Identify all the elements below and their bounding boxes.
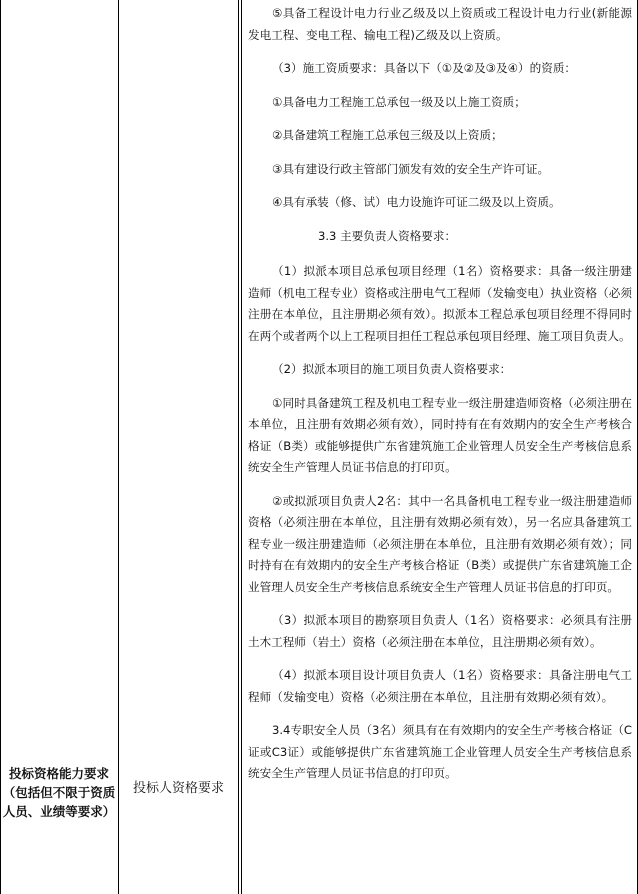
paragraph-construction-item-4: ④具有承装（修、试）电力设施许可证二级及以上资质。 (272, 195, 561, 209)
table-column-divider-2a (238, 0, 239, 894)
paragraph-design-lead: （4）拟派本项目设计项目负责人（1名）资格要求：具备注册电气工程师（发输变电）资格（必须注册在本单位，且注册有效期必须有效）。 (248, 668, 632, 704)
paragraph-construction-lead-option-2: ②或拟派项目负责人2名：其中一名具备机电工程专业一级注册建造师资格（必须注册在本单位，且注册有效期必须有效），另一名应具备建筑工程专业一级注册建造师（必须注册在本单位，且注册有效期必须有效）；同时持有在有效期内的安全生产考核合格证（B类）或提供广东省建筑施工企业管理人员安全生产考核信息系统安全生产管理人员证书信息的打印页。 (248, 493, 632, 594)
paragraph-project-manager: （1）拟派本项目总承包项目经理（1名）资格要求：具备一级注册建造师（机电工程专业）资格或注册电气工程师（发输变电）执业资格（必须注册在本单位，且注册期必须有效）。拟派本工程总承包项目经理不得同时在两个或者两个以上工程项目担任工程总承包项目经理、施工项目负责人。 (248, 264, 632, 343)
paragraph-construction-item-1: ①具备电力工程施工总承包一级及以上施工资质； (272, 94, 526, 109)
category-title: 投标资格能力要求 (8, 766, 109, 781)
section-heading-3-3: 3.3 主要负责人资格要求： (318, 228, 457, 243)
paragraph-construction-item-3: ③具有建设行政主管部门颁发有效的安全生产许可证。 (272, 161, 550, 176)
category-cell (2, 764, 116, 821)
table-column-divider-2b (241, 0, 242, 894)
requirement-content-cell (248, 3, 632, 785)
paragraph-construction-lead-heading: （2）拟派本项目的施工项目负责人资格要求： (272, 362, 512, 376)
table-column-divider-1 (118, 0, 119, 894)
paragraph-survey-lead: （3）拟派本项目的勘察项目负责人（1名）资格要求：必须具有注册土木工程师（岩土）资格（必须注册在本单位，且注册期必须有效）。 (248, 613, 632, 649)
paragraph-safety-staff: 3.4专职安全人员（3名）须具有在有效期内的安全生产考核合格证（C证或C3证）或能够提供广东省建筑施工企业管理人员安全生产考核信息系统安全生产管理人员证书信息的打印页。 (248, 723, 632, 780)
requirement-label-cell: 投标人资格要求 (132, 781, 224, 796)
paragraph-construction-qualification-heading: （3）施工资质要求：具备以下（①及②及③及④）的资质： (272, 61, 577, 75)
paragraph-construction-lead-option-1: ①同时具备建筑工程及机电工程专业一级注册建造师资格（必须注册在本单位，且注册有效期必须有效），同时持有在有效期内的安全生产考核合格证（B类）或能够提供广东省建筑施工企业管理人员安全生产考核信息系统安全生产管理人员证书信息的打印页。 (248, 395, 632, 474)
category-subtitle: （包括但不限于资质人员、业绩等要求） (2, 785, 116, 819)
paragraph-design-qualification: ⑤具备工程设计电力行业乙级及以上资质或工程设计电力行业(新能源发电工程、变电工程、输电工程)乙级及以上资质。 (248, 6, 632, 42)
paragraph-construction-item-2: ②具备建筑工程施工总承包三级及以上资质； (272, 128, 503, 142)
table-border-left (0, 0, 1, 894)
